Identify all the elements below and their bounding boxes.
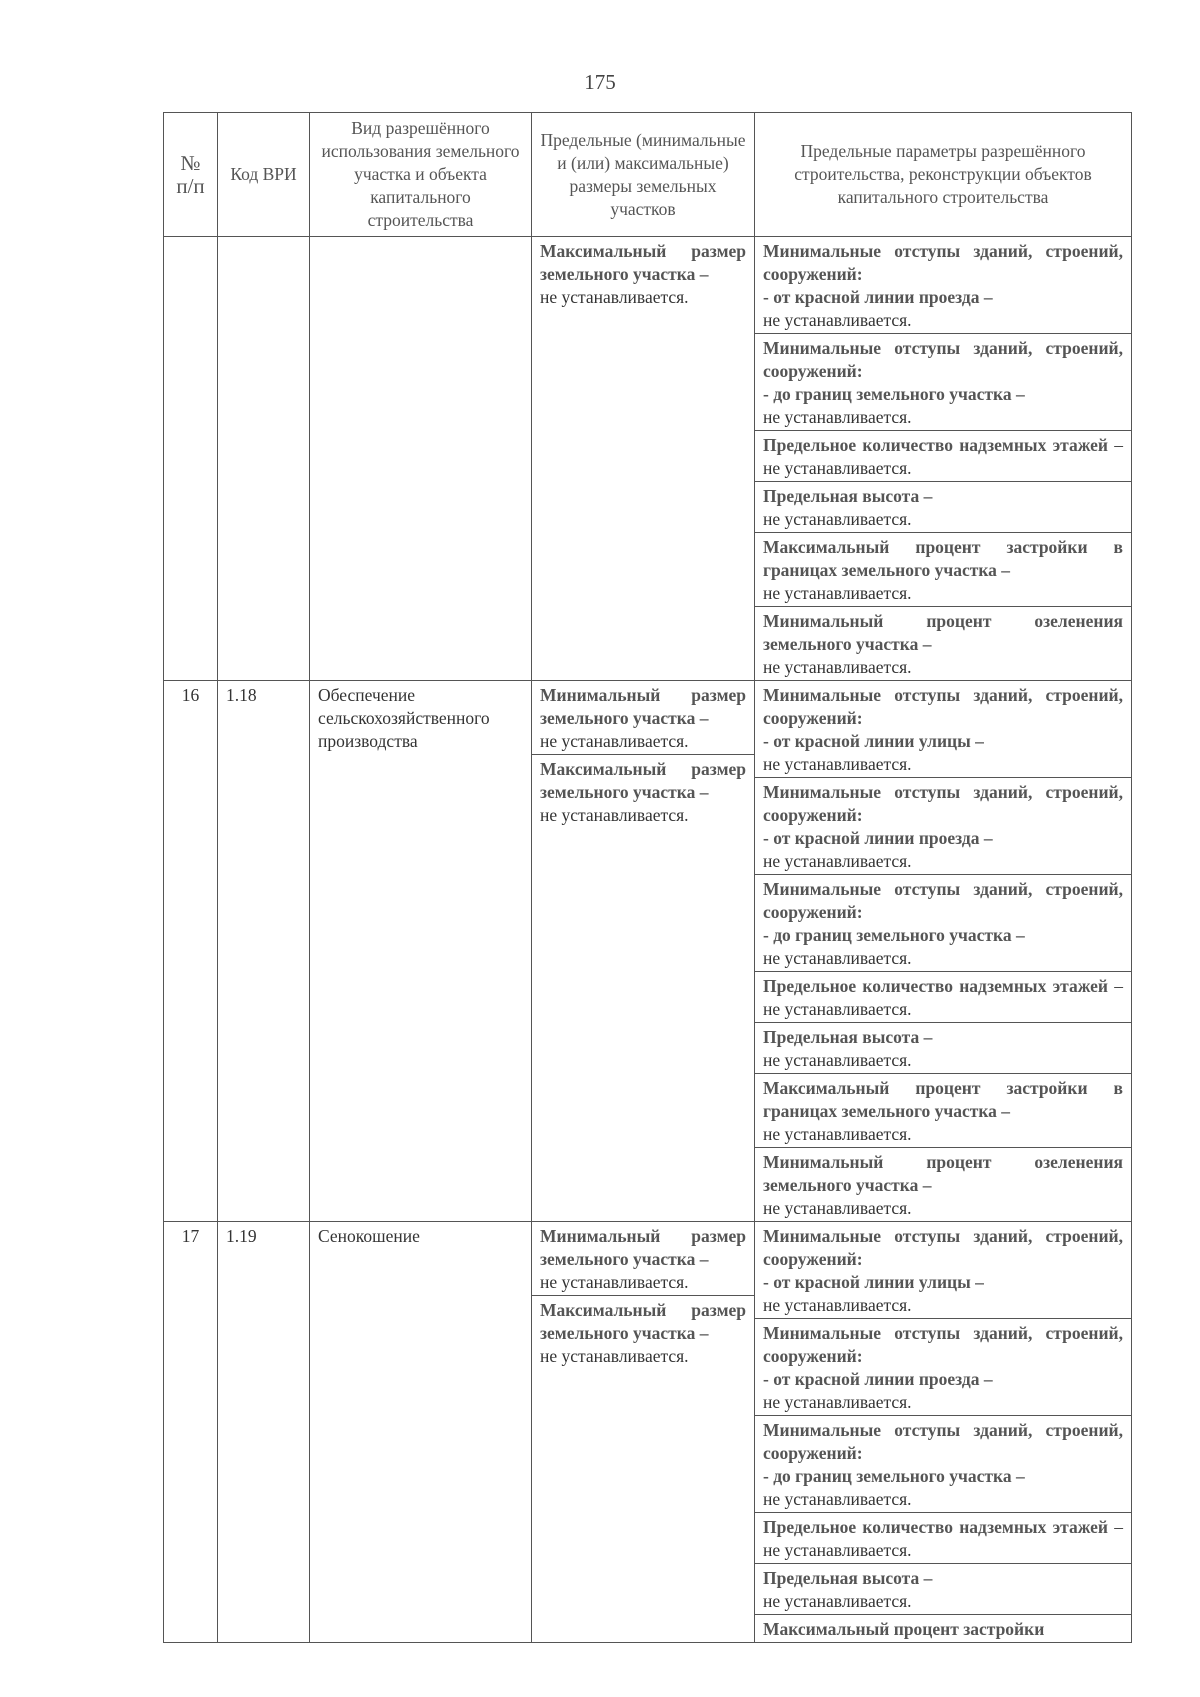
params-cell <box>755 237 1132 681</box>
param-setback-border: Минимальные отступы зданий, строений, сооружений: - до границ земельного участка – не устанавливается. <box>755 875 1131 972</box>
param-coverage-cut: Максимальный процент застройки <box>763 1619 1045 1639</box>
param-setback-passage: Минимальные отступы зданий, строений, сооружений: - от красной линии проезда – не устанавливается. <box>755 237 1131 334</box>
param-height: Предельная высота – не устанавливается. <box>755 1564 1131 1615</box>
header-params: Предельные параметры разрешённого строительства, реконструкции объектов капитального строительства <box>755 113 1132 237</box>
min-size: Минимальный размер земельного участка – не устанавливается. <box>532 681 754 755</box>
row-name: Обеспечение сельскохозяйственного производства <box>310 681 532 1222</box>
max-size: Максимальный размер земельного участка – не устанавливается. <box>540 759 746 825</box>
param-setback-passage: Минимальные отступы зданий, строений, сооружений: - от красной линии проезда – не устанавливается. <box>755 1319 1131 1416</box>
row-name: Сенокошение <box>310 1222 532 1643</box>
header-type: Вид разрешённого использования земельного участка и объекта капитального строительства <box>310 113 532 237</box>
param-coverage: Максимальный процент застройки в границах земельного участка – не устанавливается. <box>755 533 1131 607</box>
row-num <box>164 237 218 681</box>
min-size: Минимальный размер земельного участка – не устанавливается. <box>532 1222 754 1296</box>
param-setback-street: Минимальные отступы зданий, строений, сооружений: - от красной линии улицы – не устанавливается. <box>755 681 1131 778</box>
params-cell <box>755 681 1132 1222</box>
table-header-row <box>164 113 1132 237</box>
row-code: 1.18 <box>218 681 310 1222</box>
row-name <box>310 237 532 681</box>
param-greening: Минимальный процент озеленения земельного участка – не устанавливается. <box>763 611 1123 677</box>
table-row <box>164 681 1132 1222</box>
header-size: Предельные (минимальные и (или) максимальные) размеры земельных участков <box>532 113 755 237</box>
param-floors: Предельное количество надземных этажей – не устанавливается. <box>755 1513 1131 1564</box>
header-num: № п/п <box>164 113 218 237</box>
row-num: 16 <box>164 681 218 1222</box>
row-code <box>218 237 310 681</box>
header-code: Код ВРИ <box>218 113 310 237</box>
params-cell <box>755 1222 1132 1643</box>
size-cell <box>532 237 755 681</box>
param-setback-border: Минимальные отступы зданий, строений, сооружений: - до границ земельного участка – не устанавливается. <box>755 334 1131 431</box>
table-row <box>164 237 1132 681</box>
max-size-label: Максимальный размер земельного участка – <box>540 241 746 284</box>
row-code: 1.19 <box>218 1222 310 1643</box>
size-cell <box>532 1222 755 1643</box>
param-setback-street: Минимальные отступы зданий, строений, сооружений: - от красной линии улицы – не устанавливается. <box>755 1222 1131 1319</box>
size-cell <box>532 681 755 1222</box>
table-row <box>164 1222 1132 1643</box>
max-size-value: не устанавливается. <box>540 287 689 307</box>
param-setback-passage: Минимальные отступы зданий, строений, сооружений: - от красной линии проезда – не устанавливается. <box>755 778 1131 875</box>
row-num: 17 <box>164 1222 218 1643</box>
param-height: Предельная высота – не устанавливается. <box>755 1023 1131 1074</box>
param-setback-border: Минимальные отступы зданий, строений, сооружений: - до границ земельного участка – не устанавливается. <box>755 1416 1131 1513</box>
param-greening: Минимальный процент озеленения земельного участка – не устанавливается. <box>763 1152 1123 1218</box>
page-number: 175 <box>584 70 616 94</box>
param-floors: Предельное количество надземных этажей – не устанавливается. <box>755 972 1131 1023</box>
param-coverage: Максимальный процент застройки в границах земельного участка – не устанавливается. <box>755 1074 1131 1148</box>
regulations-table <box>163 112 1132 1643</box>
max-size: Максимальный размер земельного участка – не устанавливается. <box>540 1300 746 1366</box>
param-height: Предельная высота – не устанавливается. <box>755 482 1131 533</box>
param-floors: Предельное количество надземных этажей – не устанавливается. <box>755 431 1131 482</box>
